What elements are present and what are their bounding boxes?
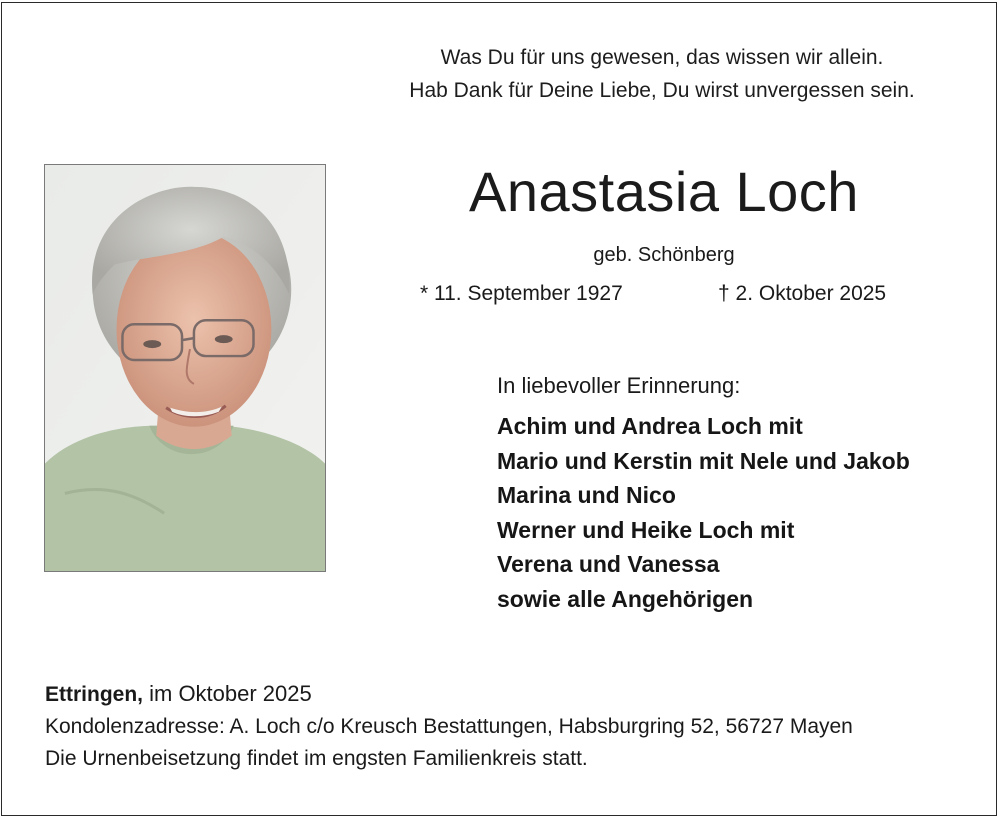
place-date-line	[45, 678, 853, 711]
list-item: Verena und Vanessa	[497, 551, 720, 577]
verse-line-1: Was Du für uns gewesen, das wissen wir allein.	[440, 46, 884, 69]
list-item: Marina und Nico	[497, 482, 676, 508]
list-item: sowie alle Angehörigen	[497, 585, 754, 612]
maiden-name: geb. Schönberg	[593, 244, 735, 266]
burial-note: Die Urnenbeisetzung findet im engsten Familienkreis statt.	[45, 747, 588, 770]
verse-line-2: Hab Dank für Deine Liebe, Du wirst unvergessen sein.	[409, 79, 915, 102]
memorial-verse	[332, 41, 992, 107]
list-item: Mario und Kerstin mit Nele und Jakob	[497, 447, 910, 474]
death-date: † 2. Oktober 2025	[718, 282, 887, 305]
condolence-address: Kondolenzadresse: A. Loch c/o Kreusch Bestattungen, Habsburgring 52, 56727 Mayen	[45, 715, 853, 738]
deceased-name: Anastasia Loch	[469, 160, 859, 223]
birth-date: * 11. September 1927	[420, 282, 623, 305]
notice-date: im Oktober 2025	[143, 681, 312, 706]
list-item: Werner und Heike Loch mit	[497, 516, 795, 543]
footer	[45, 678, 853, 775]
portrait-photo	[44, 164, 326, 572]
place: Ettringen,	[45, 683, 143, 706]
mourners-list	[497, 409, 910, 616]
list-item: Achim und Andrea Loch mit	[497, 413, 803, 439]
obituary-notice	[1, 2, 997, 816]
memory-intro: In liebevoller Erinnerung:	[497, 373, 741, 398]
